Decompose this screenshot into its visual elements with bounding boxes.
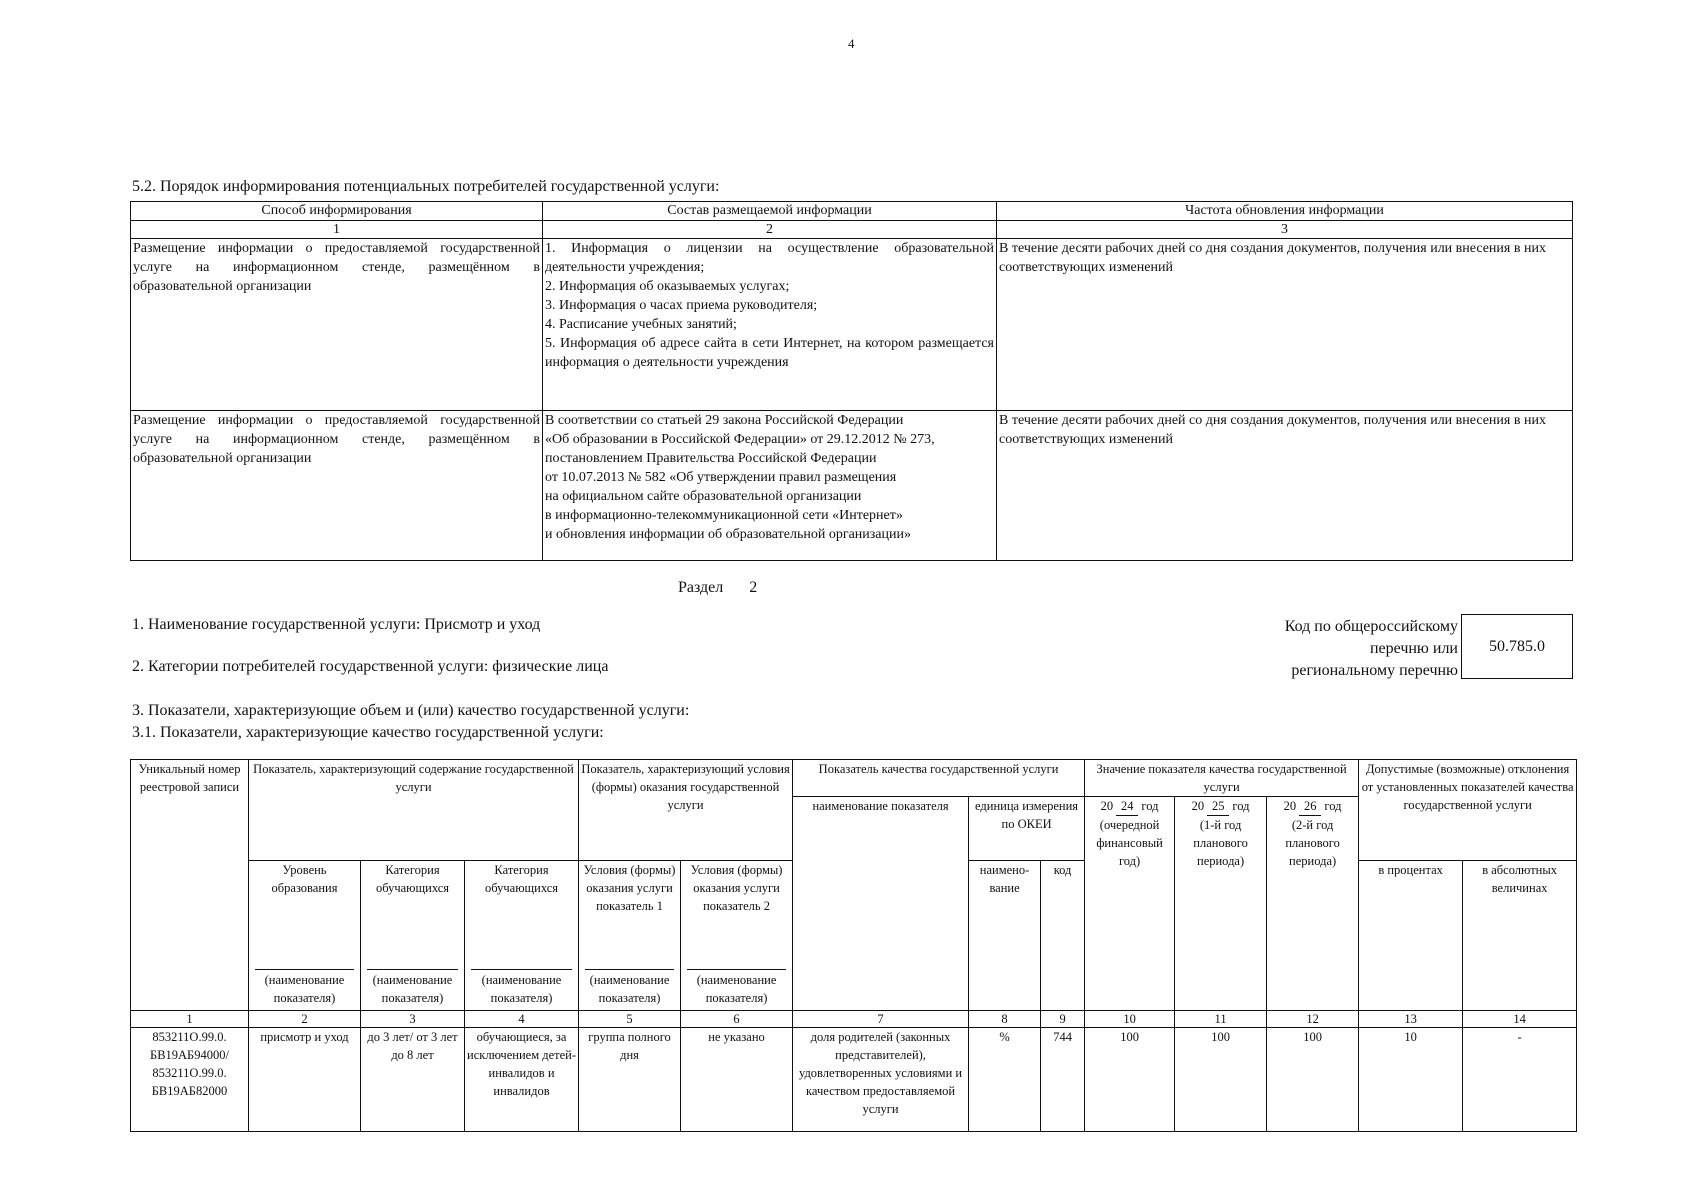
header-conditions-indicator: Показатель, характеризующий условия (формы) оказания государственной услуги <box>579 760 793 861</box>
condition-1-cell: группа полного дня <box>579 1028 681 1132</box>
col-number: 9 <box>1041 1011 1085 1028</box>
col-number: 2 <box>543 221 997 239</box>
consumer-categories: 2. Категории потребителей государственной услуги: физические лица <box>132 658 609 675</box>
value-year-3-cell: 100 <box>1267 1028 1359 1132</box>
header-sub-col-3: Категория обучающихся (наименование показателя) <box>361 861 465 1011</box>
section-heading <box>678 579 757 597</box>
header-indicator-name: наименование показателя <box>793 797 969 1011</box>
content-line: «Об образовании в Российской Федерации» от 29.12.2012 № 273, <box>545 432 935 447</box>
table-row <box>131 1028 1577 1132</box>
header-year-3: 20 26 год (2-й год планового периода) <box>1267 797 1359 1011</box>
header-deviation: Допустимые (возможные) отклонения от установленных показателей качества государственной услуги <box>1359 760 1577 861</box>
method-cell: Размещение информации о предоставляемой государственной услуге на информационном стенде, размещённом в образовательной организации <box>131 411 543 561</box>
content-line: 3. Информация о часах приема руководителя; <box>545 298 818 313</box>
col-number: 2 <box>249 1011 361 1028</box>
code-label <box>1220 616 1458 682</box>
header-unit-code: код <box>1041 861 1085 1011</box>
header-frequency: Частота обновления информации <box>997 202 1573 221</box>
header-sub-col-2: Уровень образования (наименование показателя) <box>249 861 361 1011</box>
header-absolute: в абсолютных величинах <box>1463 861 1577 1011</box>
col-number: 1 <box>131 1011 249 1028</box>
unit-code-cell: 744 <box>1041 1028 1085 1132</box>
col-number: 1 <box>131 221 543 239</box>
section-label: Раздел <box>678 579 724 596</box>
service-name: 1. Наименование государственной услуги: Присмотр и уход <box>132 616 541 633</box>
method-cell: Размещение информации о предоставляемой государственной услуге на информационном стенде, размещённом в образовательной организации <box>131 239 543 411</box>
header-unit: единица измерения по ОКЕИ <box>969 797 1085 861</box>
section-5-2-title: 5.2. Порядок информирования потенциальных потребителей государственной услуги: <box>132 178 720 195</box>
header-content: Состав размещаемой информации <box>543 202 997 221</box>
header-year-2: 20 25 год (1-й год планового периода) <box>1175 797 1267 1011</box>
col-number: 7 <box>793 1011 969 1028</box>
informing-table <box>130 201 1573 561</box>
value-year-1-cell: 100 <box>1085 1028 1175 1132</box>
content-line: в информационно-телекоммуникационной сети «Интернет» <box>545 508 903 523</box>
condition-2-cell: не указано <box>681 1028 793 1132</box>
content-line: 4. Расписание учебных занятий; <box>545 317 737 332</box>
student-category-cell: до 3 лет/ от 3 лет до 8 лет <box>361 1028 465 1132</box>
col-number: 10 <box>1085 1011 1175 1028</box>
header-content-indicator: Показатель, характеризующий содержание государственной услуги <box>249 760 579 861</box>
quality-indicators-table <box>130 759 1577 1132</box>
indicators-title: 3. Показатели, характеризующие объем и (или) качество государственной услуги: <box>132 702 690 719</box>
content-line: 1. Информация о лицензии на осуществление образовательной деятельности учреждения; <box>545 241 994 275</box>
indicator-name-cell: доля родителей (законных представителей), удовлетворенных условиями и качеством предоставляемой услуги <box>793 1028 969 1132</box>
quality-title: 3.1. Показатели, характеризующие качество государственной услуги: <box>132 724 604 741</box>
column-numbers-row <box>131 1011 1577 1028</box>
unit-name-cell: % <box>969 1028 1041 1132</box>
deviation-absolute-cell: - <box>1463 1028 1577 1132</box>
header-sub-col-5: Условия (формы) оказания услуги показатель 1 (наименование показателя) <box>579 861 681 1011</box>
frequency-cell: В течение десяти рабочих дней со дня создания документов, получения или внесения в них соответствующих изменений <box>997 411 1573 561</box>
col-number: 5 <box>579 1011 681 1028</box>
header-percent: в процентах <box>1359 861 1463 1011</box>
content-line: 5. Информация об адресе сайта в сети Интернет, на котором размещается информация о деятельности учреждения <box>545 336 994 370</box>
header-unit-name: наимено-вание <box>969 861 1041 1011</box>
col-number: 12 <box>1267 1011 1359 1028</box>
content-line: и обновления информации об образовательной организации» <box>545 527 911 542</box>
header-sub-col-4: Категория обучающихся (наименование показателя) <box>465 861 579 1011</box>
content-line: от 10.07.2013 № 582 «Об утверждении правил размещения <box>545 470 897 485</box>
col-number: 3 <box>997 221 1573 239</box>
code-label-line: перечню или <box>1369 640 1458 657</box>
col-number: 4 <box>465 1011 579 1028</box>
value-year-2-cell: 100 <box>1175 1028 1267 1132</box>
header-method: Способ информирования <box>131 202 543 221</box>
header-indicator-value: Значение показателя качества государственной услуги <box>1085 760 1359 797</box>
col-number: 14 <box>1463 1011 1577 1028</box>
header-unique-number: Уникальный номер реестровой записи <box>131 760 249 1011</box>
education-level-cell: присмотр и уход <box>249 1028 361 1132</box>
code-value-box: 50.785.0 <box>1461 614 1573 679</box>
header-year-1: 20 24 год (очередной финансовый год) <box>1085 797 1175 1011</box>
header-sub-col-6: Условия (формы) оказания услуги показатель 2 (наименование показателя) <box>681 861 793 1011</box>
section-number: 2 <box>749 579 758 596</box>
content-line: постановлением Правительства Российской Федерации <box>545 451 877 466</box>
col-number: 11 <box>1175 1011 1267 1028</box>
content-line: на официальном сайте образовательной организации <box>545 489 862 504</box>
frequency-cell: В течение десяти рабочих дней со дня создания документов, получения или внесения в них соответствующих изменений <box>997 239 1573 411</box>
code-label-line: региональному перечню <box>1291 662 1458 679</box>
content-cell <box>543 411 997 561</box>
col-number: 8 <box>969 1011 1041 1028</box>
registry-number-cell: 853211О.99.0. БВ19АБ94000/ 853211О.99.0. БВ19АБ82000 <box>131 1028 249 1132</box>
col-number: 13 <box>1359 1011 1463 1028</box>
col-number: 6 <box>681 1011 793 1028</box>
header-quality-indicator: Показатель качества государственной услуги <box>793 760 1085 797</box>
content-cell <box>543 239 997 411</box>
deviation-percent-cell: 10 <box>1359 1028 1463 1132</box>
content-line: В соответствии со статьей 29 закона Российской Федерации <box>545 413 904 428</box>
code-label-line: Код по общероссийскому <box>1284 618 1458 635</box>
student-category-cell: обучающиеся, за исключением детей-инвалидов и инвалидов <box>465 1028 579 1132</box>
content-line: 2. Информация об оказываемых услугах; <box>545 279 790 294</box>
col-number: 3 <box>361 1011 465 1028</box>
page-number: 4 <box>848 36 855 51</box>
